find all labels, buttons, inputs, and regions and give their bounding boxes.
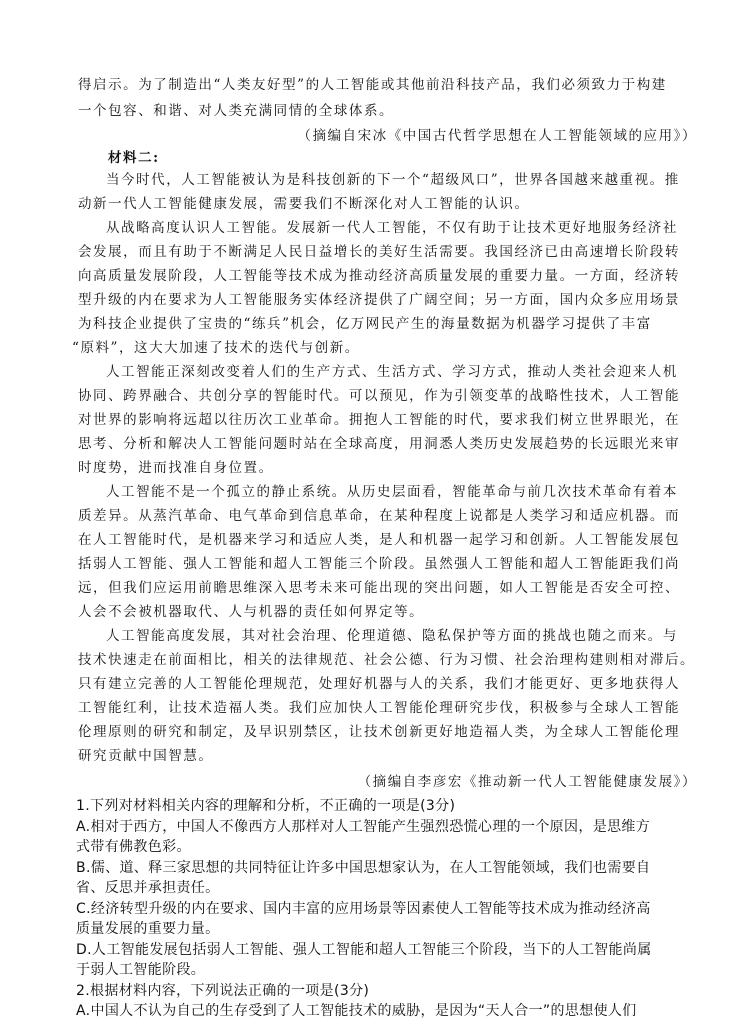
paragraph-line: 只有建立完善的人工智能伦理规范，处理好机器与人的关系，我们才能更好、更多地获得人 (78, 676, 680, 692)
paragraph-line: 思考、分析和解决人工智能问题时站在全球高度，用洞悉人类历史发展趋势的长远眼光来审 (78, 436, 680, 452)
paragraph-line: 对世界的影响将远超以往历次工业革命。拥抱人工智能的时代，要求我们树立世界眼光，在 (78, 412, 680, 428)
paragraph-line: 远，但我们应运用前瞻思维深入思考未来可能出现的突出问题，如人工智能是否安全可控、 (78, 580, 680, 596)
option-line: D.人工智能发展包括弱人工智能、强人工智能和超人工智能三个阶段，当下的人工智能尚属 (76, 941, 652, 958)
paragraph-line: 人工智能正深刻改变着人们的生产方式、生活方式、学习方式，推动人类社会迎来人机 (106, 364, 678, 380)
paragraph-line: 当今时代，人工智能被认为是科技创新的下一个“超级风口”，世界各国越来越重视。推 (106, 172, 680, 188)
paragraph-line: “原料”，这大大加速了技术的迭代与创新。 (72, 340, 360, 356)
option-line: B.儒、道、释三家思想的共同特征让许多中国思想家认为，在人工智能领域，我们也需要自 (76, 859, 651, 876)
paragraph-line: 技术快速走在前面相比，相关的法律规范、社会公德、行为习惯、社会治理构建则相对滞后。 (78, 652, 696, 668)
material1-line: 一个包容、和谐、对人类充满同情的全球体系。 (78, 103, 395, 119)
material2-source: （摘编自李彦宏《推动新一代人工智能健康发展》） (357, 774, 697, 790)
paragraph-line: 研究贡献中国智慧。 (78, 748, 214, 764)
question-stem: 2.根据材料内容，下列说法正确的一项是(3分) (76, 982, 370, 999)
option-line: A.中国人不认为自己的生存受到了人工智能技术的威胁，是因为“天人合一”的思想使人们 (76, 1003, 637, 1019)
paragraph-line: 从战略高度认识人工智能。发展新一代人工智能，不仅有助于让技术更好地服务经济社 (106, 220, 678, 236)
paragraph-line: 动新一代人工智能健康发展，需要我们不断深化对人工智能的认识。 (78, 196, 530, 212)
paragraph-line: 括弱人工智能、强人工智能和超人工智能三个阶段。虽然强人工智能和超人工智能距我们尚 (78, 556, 680, 572)
paragraph-line: 人工智能高度发展，其对社会治理、伦理道德、隐私保护等方面的挑战也随之而来。与 (106, 628, 678, 644)
paragraph-line: 会发展，而且有助于不断满足人民日益增长的美好生活需要。我国经济已由高速增长阶段转 (78, 244, 680, 260)
paragraph-line: 人会不会被机器取代、人与机器的责任如何界定等。 (78, 604, 425, 620)
paragraph-line: 人工智能不是一个孤立的静止系统。从历史层面看，智能革命与前几次技术革命有着本 (106, 484, 678, 500)
paragraph-line: 协同、跨界融合、共创分享的智能时代。可以预见，作为引领变革的战略性技术，人工智能 (78, 388, 680, 404)
material1-source: （摘编自宋冰《中国古代哲学思想在人工智能领域的应用》） (297, 128, 697, 144)
option-line: 质量发展的重要力量。 (76, 921, 220, 937)
question-stem: 1.下列对材料相关内容的理解和分析，不正确的一项是(3分) (76, 798, 456, 814)
option-line: 于弱人工智能阶段。 (76, 962, 206, 978)
material1-line: 得启示。为了制造出“人类友好型”的人工智能或其他前沿科技产品，我们必须致力于构建 (78, 77, 667, 93)
paragraph-line: 工智能红利，让技术造福人类。我们应加快人工智能伦理研究步伐，积极参与全球人工智能 (78, 700, 680, 716)
option-line: 省、反思并承担责任。 (76, 880, 220, 896)
option-line: 式带有佛教色彩。 (76, 839, 191, 855)
paragraph-line: 在人工智能时代，是机器来学习和适应人类，是人和机器一起学习和创新。人工智能发展包 (78, 532, 680, 548)
paragraph-line: 为科技企业提供了宝贵的“练兵”机会，亿万网民产生的海量数据为机器学习提供了丰富 (78, 316, 652, 332)
option-line: A.相对于西方，中国人不像西方人那样对人工智能产生强烈恐慌心理的一个原因，是思维方 (76, 818, 651, 835)
option-line: C.经济转型升级的内在要求、国内丰富的应用场景等因素使人工智能等技术成为推动经济高 (76, 900, 651, 917)
paragraph-line: 时度势，进而找准自身位置。 (78, 460, 274, 476)
paragraph-line: 伦理原则的研究和制定，及早识别禁区，让技术创新更好地造福人类，为全球人工智能伦理 (78, 724, 680, 740)
paragraph-line: 向高质量发展阶段，人工智能等技术成为推动经济高质量发展的重要力量。一方面，经济转 (78, 268, 680, 284)
paragraph-line: 质差异。从蒸汽革命、电气革命到信息革命，在某种程度上说都是人类学习和适应机器。而 (78, 508, 680, 524)
material2-heading: 材料二: (108, 150, 160, 166)
paragraph-line: 型升级的内在要求为人工智能服务实体经济提供了广阔空间；另一方面，国内众多应用场景 (78, 292, 680, 308)
